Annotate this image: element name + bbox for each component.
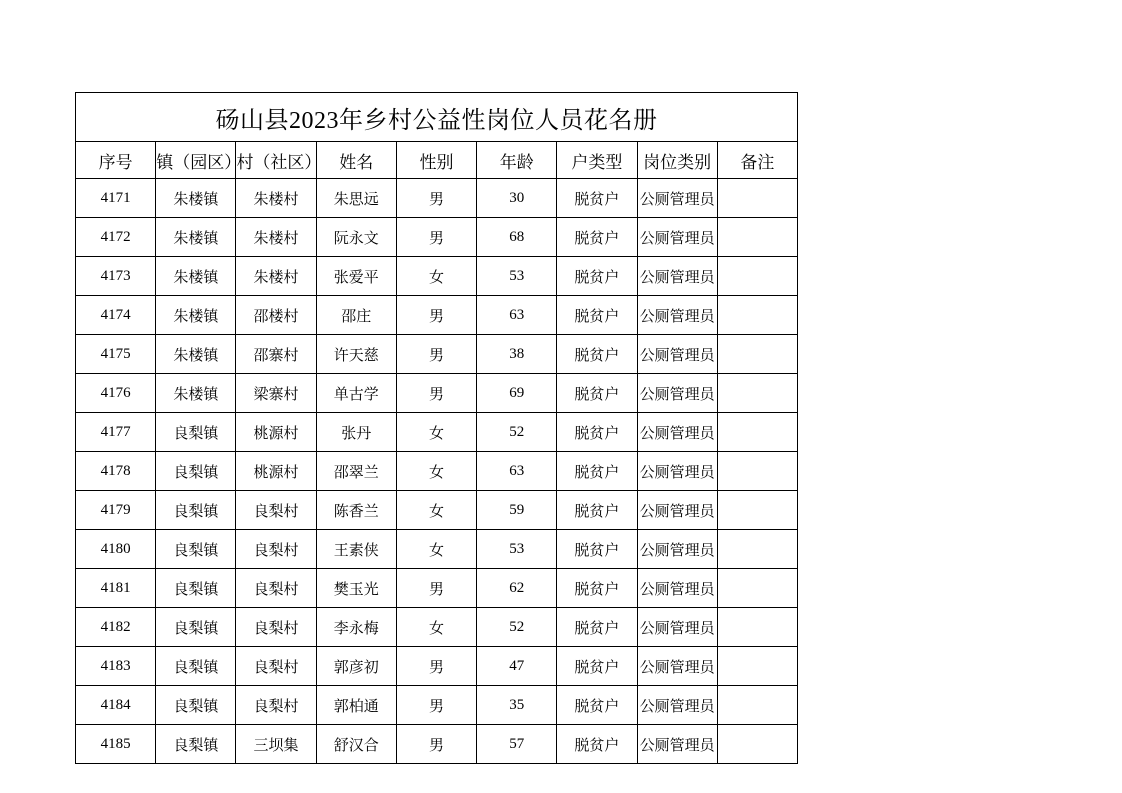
page-title: 砀山县2023年乡村公益性岗位人员花名册 <box>76 93 798 142</box>
cell-age: 35 <box>477 686 557 725</box>
cell-household: 脱贫户 <box>557 296 637 335</box>
column-header-town: 镇（园区） <box>156 142 236 179</box>
cell-town: 朱楼镇 <box>156 218 236 257</box>
table-row <box>76 179 798 218</box>
cell-town: 良梨镇 <box>156 725 236 764</box>
cell-gender: 男 <box>396 296 476 335</box>
cell-town: 良梨镇 <box>156 530 236 569</box>
cell-town: 朱楼镇 <box>156 335 236 374</box>
cell-name: 舒汉合 <box>316 725 396 764</box>
table-row <box>76 686 798 725</box>
cell-town: 良梨镇 <box>156 608 236 647</box>
cell-remark <box>717 374 797 413</box>
cell-seq: 4180 <box>76 530 156 569</box>
cell-village: 三坝集 <box>236 725 316 764</box>
cell-age: 69 <box>477 374 557 413</box>
cell-name: 邵庄 <box>316 296 396 335</box>
cell-village: 良梨村 <box>236 530 316 569</box>
column-header-seq: 序号 <box>76 142 156 179</box>
cell-household: 脱贫户 <box>557 686 637 725</box>
column-header-name: 姓名 <box>316 142 396 179</box>
cell-age: 59 <box>477 491 557 530</box>
cell-name: 张爱平 <box>316 257 396 296</box>
cell-seq: 4181 <box>76 569 156 608</box>
cell-age: 53 <box>477 530 557 569</box>
column-header-village: 村（社区） <box>236 142 316 179</box>
column-header-gender: 性别 <box>396 142 476 179</box>
table-row <box>76 335 798 374</box>
cell-household: 脱贫户 <box>557 647 637 686</box>
cell-post: 公厕管理员 <box>637 296 717 335</box>
table-row <box>76 569 798 608</box>
cell-seq: 4177 <box>76 413 156 452</box>
cell-post: 公厕管理员 <box>637 374 717 413</box>
cell-town: 朱楼镇 <box>156 257 236 296</box>
cell-gender: 男 <box>396 647 476 686</box>
cell-remark <box>717 218 797 257</box>
cell-name: 李永梅 <box>316 608 396 647</box>
cell-age: 30 <box>477 179 557 218</box>
cell-remark <box>717 179 797 218</box>
table-row <box>76 218 798 257</box>
cell-remark <box>717 335 797 374</box>
cell-post: 公厕管理员 <box>637 179 717 218</box>
column-header-post: 岗位类别 <box>637 142 717 179</box>
column-header-remark: 备注 <box>717 142 797 179</box>
cell-post: 公厕管理员 <box>637 257 717 296</box>
cell-gender: 女 <box>396 452 476 491</box>
cell-name: 陈香兰 <box>316 491 396 530</box>
cell-village: 良梨村 <box>236 491 316 530</box>
cell-household: 脱贫户 <box>557 335 637 374</box>
table-row <box>76 413 798 452</box>
cell-household: 脱贫户 <box>557 530 637 569</box>
table-row <box>76 608 798 647</box>
cell-household: 脱贫户 <box>557 725 637 764</box>
cell-town: 良梨镇 <box>156 686 236 725</box>
cell-household: 脱贫户 <box>557 179 637 218</box>
cell-seq: 4172 <box>76 218 156 257</box>
cell-gender: 男 <box>396 374 476 413</box>
cell-gender: 女 <box>396 257 476 296</box>
cell-seq: 4173 <box>76 257 156 296</box>
cell-age: 38 <box>477 335 557 374</box>
cell-village: 良梨村 <box>236 647 316 686</box>
cell-seq: 4185 <box>76 725 156 764</box>
cell-age: 52 <box>477 413 557 452</box>
cell-post: 公厕管理员 <box>637 608 717 647</box>
cell-remark <box>717 491 797 530</box>
cell-village: 梁寨村 <box>236 374 316 413</box>
cell-age: 53 <box>477 257 557 296</box>
table-row <box>76 296 798 335</box>
cell-remark <box>717 413 797 452</box>
cell-gender: 男 <box>396 725 476 764</box>
cell-age: 57 <box>477 725 557 764</box>
cell-seq: 4184 <box>76 686 156 725</box>
cell-town: 良梨镇 <box>156 491 236 530</box>
cell-name: 邵翠兰 <box>316 452 396 491</box>
cell-seq: 4183 <box>76 647 156 686</box>
cell-town: 良梨镇 <box>156 413 236 452</box>
cell-post: 公厕管理员 <box>637 686 717 725</box>
cell-gender: 男 <box>396 686 476 725</box>
cell-gender: 女 <box>396 491 476 530</box>
cell-household: 脱贫户 <box>557 218 637 257</box>
cell-name: 许天慈 <box>316 335 396 374</box>
title-row <box>76 93 798 142</box>
cell-town: 良梨镇 <box>156 647 236 686</box>
cell-town: 良梨镇 <box>156 569 236 608</box>
cell-gender: 男 <box>396 179 476 218</box>
cell-post: 公厕管理员 <box>637 569 717 608</box>
cell-post: 公厕管理员 <box>637 452 717 491</box>
cell-household: 脱贫户 <box>557 413 637 452</box>
cell-gender: 女 <box>396 608 476 647</box>
cell-name: 王素侠 <box>316 530 396 569</box>
cell-post: 公厕管理员 <box>637 530 717 569</box>
cell-post: 公厕管理员 <box>637 413 717 452</box>
cell-village: 良梨村 <box>236 569 316 608</box>
cell-gender: 女 <box>396 530 476 569</box>
column-header-age: 年龄 <box>477 142 557 179</box>
roster-table <box>75 92 798 764</box>
cell-post: 公厕管理员 <box>637 647 717 686</box>
cell-household: 脱贫户 <box>557 374 637 413</box>
cell-name: 朱思远 <box>316 179 396 218</box>
cell-age: 63 <box>477 452 557 491</box>
table-header-row <box>76 142 798 179</box>
cell-remark <box>717 452 797 491</box>
cell-remark <box>717 296 797 335</box>
cell-seq: 4174 <box>76 296 156 335</box>
cell-post: 公厕管理员 <box>637 218 717 257</box>
cell-gender: 女 <box>396 413 476 452</box>
cell-seq: 4182 <box>76 608 156 647</box>
cell-village: 邵楼村 <box>236 296 316 335</box>
cell-name: 张丹 <box>316 413 396 452</box>
roster-table-body <box>76 93 798 764</box>
cell-village: 良梨村 <box>236 608 316 647</box>
cell-village: 朱楼村 <box>236 257 316 296</box>
cell-village: 桃源村 <box>236 452 316 491</box>
cell-age: 62 <box>477 569 557 608</box>
cell-age: 63 <box>477 296 557 335</box>
cell-village: 朱楼村 <box>236 179 316 218</box>
table-row <box>76 452 798 491</box>
cell-name: 郭彦初 <box>316 647 396 686</box>
cell-age: 47 <box>477 647 557 686</box>
cell-village: 朱楼村 <box>236 218 316 257</box>
table-row <box>76 647 798 686</box>
cell-town: 朱楼镇 <box>156 374 236 413</box>
cell-household: 脱贫户 <box>557 452 637 491</box>
cell-age: 68 <box>477 218 557 257</box>
cell-name: 阮永文 <box>316 218 396 257</box>
roster-sheet <box>75 92 798 764</box>
table-row <box>76 725 798 764</box>
cell-gender: 男 <box>396 218 476 257</box>
cell-name: 单古学 <box>316 374 396 413</box>
cell-town: 良梨镇 <box>156 452 236 491</box>
table-row <box>76 491 798 530</box>
table-row <box>76 530 798 569</box>
cell-household: 脱贫户 <box>557 257 637 296</box>
cell-age: 52 <box>477 608 557 647</box>
cell-town: 朱楼镇 <box>156 179 236 218</box>
cell-seq: 4175 <box>76 335 156 374</box>
cell-household: 脱贫户 <box>557 491 637 530</box>
table-row <box>76 374 798 413</box>
cell-remark <box>717 257 797 296</box>
cell-remark <box>717 725 797 764</box>
cell-gender: 男 <box>396 335 476 374</box>
cell-remark <box>717 569 797 608</box>
cell-seq: 4178 <box>76 452 156 491</box>
cell-post: 公厕管理员 <box>637 725 717 764</box>
cell-gender: 男 <box>396 569 476 608</box>
cell-village: 邵寨村 <box>236 335 316 374</box>
cell-village: 桃源村 <box>236 413 316 452</box>
cell-post: 公厕管理员 <box>637 335 717 374</box>
table-row <box>76 257 798 296</box>
cell-village: 良梨村 <box>236 686 316 725</box>
cell-name: 郭柏通 <box>316 686 396 725</box>
cell-seq: 4171 <box>76 179 156 218</box>
cell-town: 朱楼镇 <box>156 296 236 335</box>
cell-remark <box>717 608 797 647</box>
cell-post: 公厕管理员 <box>637 491 717 530</box>
cell-household: 脱贫户 <box>557 569 637 608</box>
cell-household: 脱贫户 <box>557 608 637 647</box>
cell-remark <box>717 647 797 686</box>
cell-remark <box>717 686 797 725</box>
column-header-household: 户类型 <box>557 142 637 179</box>
cell-remark <box>717 530 797 569</box>
cell-seq: 4176 <box>76 374 156 413</box>
cell-name: 樊玉光 <box>316 569 396 608</box>
cell-seq: 4179 <box>76 491 156 530</box>
